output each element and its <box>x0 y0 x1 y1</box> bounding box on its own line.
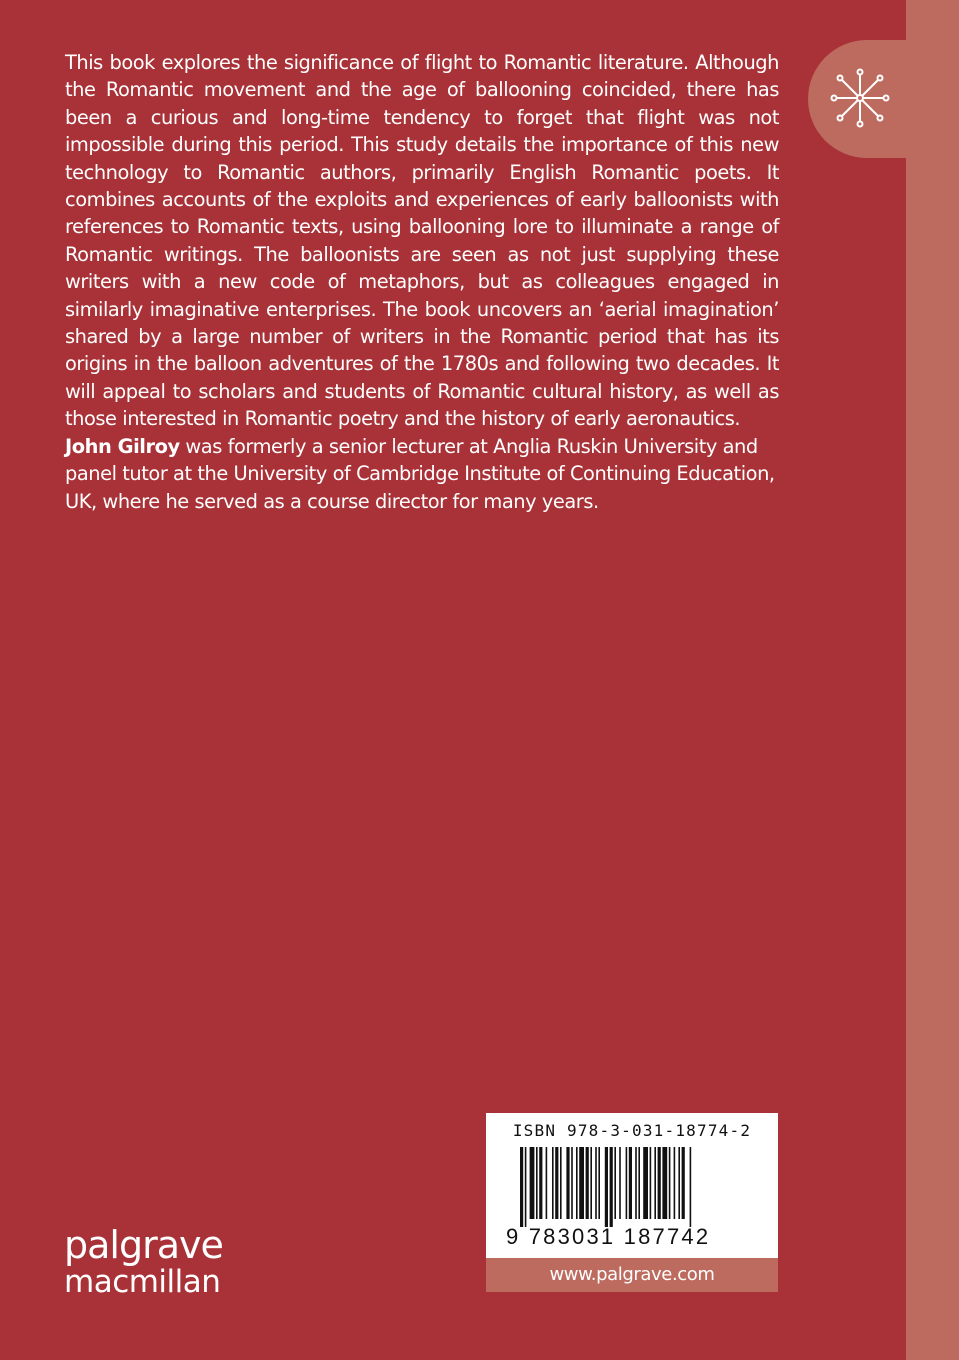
author-name: John Gilroy <box>65 435 180 458</box>
publisher-logo-line1: palgrave <box>64 1223 223 1267</box>
author-bio-text: was formerly a senior lecturer at Anglia Ruskin University and panel tutor at the University of Cambridge Institute of Continuing Education, UK, where he served as a course director for many years. <box>65 435 775 513</box>
publisher-logo-line2: macmillan <box>64 1264 221 1300</box>
author-bio <box>65 433 779 515</box>
spine-strip <box>906 0 959 1360</box>
publisher-url: www.palgrave.com <box>486 1258 778 1292</box>
publisher-logo <box>64 1223 223 1300</box>
emblem-tab <box>808 40 906 158</box>
book-description: This book explores the significance of flight to Romantic literature. Although the Romantic movement and the age of ballooning coincided, there has been a curious and long-time tendency to forget that flight was not impossible during this period. This study details the importance of this new technology to Romantic authors, primarily English Romantic poets. It combines accounts of the exploits and experiences of early balloonists with references to Romantic texts, using ballooning lore to illuminate a range of Romantic writings. The balloonists are seen as not just supplying these writers with a new code of metaphors, but as colleagues engaged in similarly imaginative enterprises. The book uncovers an ‘aerial imagination’ shared by a large number of writers in the Romantic period that has its origins in the balloon adventures of the 1780s and following two decades. It will appeal to scholars and students of Romantic cultural history, as well as those interested in Romantic poetry and the history of early aeronautics. <box>65 51 779 431</box>
barcode-digits: 9 783031 187742 <box>506 1224 711 1249</box>
barcode-bars <box>520 1147 746 1227</box>
isbn-barcode <box>486 1113 778 1258</box>
palgrave-star-emblem-icon <box>830 68 890 128</box>
isbn-label: ISBN 978-3-031-18774-2 <box>512 1121 752 1140</box>
